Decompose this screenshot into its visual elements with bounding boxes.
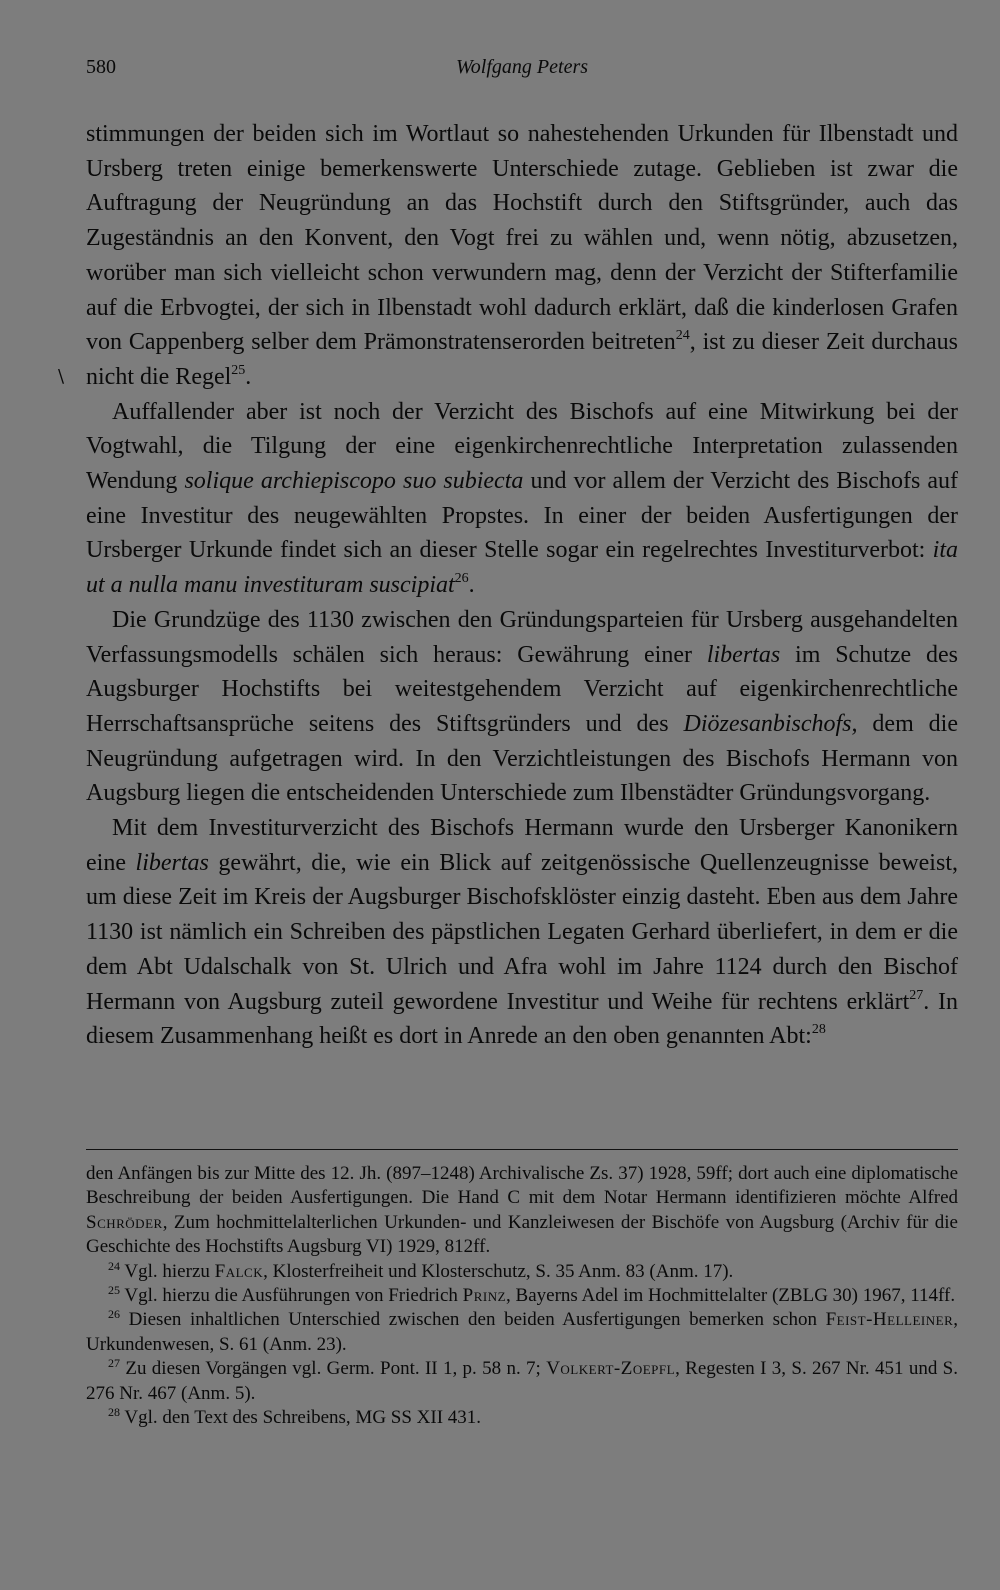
footnote-ref-26[interactable]: 26 bbox=[454, 571, 469, 587]
main-text bbox=[86, 117, 958, 1054]
paragraph-1: stimmungen der beiden sich im Wortlaut so nahestehenden Urkunden für Ilbenstadt und Ursberg treten einige bemerkenswerte Unterschiede zutage. Geblieben ist zwar die Auftragung der Neugründung an das Hochstift durch den Stiftsgründer, auch das Zugeständnis an den Konvent, den Vogt frei zu wählen und, wenn nötig, abzusetzen, worüber man sich vielleicht schon verwundern mag, denn der Verzicht der Stifterfamilie auf die Erbvogtei, der sich in Ilbenstadt wohl dadurch erklärt, daß die kinderlosen Grafen von Cappenberg selber dem Prämonstratenserorden beitreten$^{24}$, ist zu dieser Zeit durchaus nicht die Regel$^{25}$. bbox=[86, 121, 958, 390]
footnote-ref-24[interactable]: 24 bbox=[675, 328, 690, 344]
running-head: Wolfgang Peters bbox=[455, 56, 589, 78]
footnote-ref-28[interactable]: 28 bbox=[811, 1022, 826, 1038]
footnote-28: $^{28}$ Vgl. den Text des Schreibens, MG SS XII 431. bbox=[108, 1405, 482, 1429]
paragraph-2: Auffallender aber ist noch der Verzicht des Bischofs auf eine Mitwirkung bei der Vogtwahl, die Tilgung der eine eigenkirchenrechtliche Interpretation zulassenden Wendung solique archiepiscopo suo subiecta und vor allem der Verzicht des Bischofs auf eine Investitur des neugewählten Propstes. In einer der beiden Ausfertigungen der Ursberger Urkunde findet sich an dieser Stelle sogar ein regelrechtes Investiturverbot: ita ut a nulla manu investituram suscipiat$^{26}$. bbox=[86, 398, 958, 599]
page-number: 580 bbox=[86, 56, 116, 78]
footnote-rule bbox=[86, 1149, 958, 1150]
footnotes bbox=[86, 1162, 958, 1430]
footnote-27: $^{27}$ Zu diesen Vorgängen vgl. Germ. Pont. II 1, p. 58 n. 7; Volkert-Zoepfl, Regesten I 3, S. 267 Nr. 451 und S. 276 Nr. 467 (Anm. 5). bbox=[86, 1356, 958, 1404]
emphasis: Diözesanbischofs, bbox=[683, 710, 858, 737]
footnote-ref-25[interactable]: 25 bbox=[231, 362, 246, 378]
margin-mark: \ bbox=[58, 366, 65, 387]
paragraph-4: Mit dem Investiturverzicht des Bischofs Hermann wurde den Ursberger Kanonikern eine libertas gewährt, die, wie ein Blick auf zeitgenössische Quellenzeugnisse beweist, um diese Zeit im Kreis der Augsburger Bischofsklöster einzig dasteht. Eben aus dem Jahre 1130 ist nämlich ein Schreiben des päpstlichen Legaten Gerhard überliefert, in dem er die dem Abt Udalschalk von St. Ulrich und Afra wohl im Jahre 1124 durch den Bischof Hermann von Augsburg zuteil gewordene Investitur und Weihe für rechtens erklärt$^{27}$. In diesem Zusammenhang heißt es dort in Anrede an den oben genannten Abt:$^{28}$ bbox=[86, 815, 959, 1050]
footnote-continuation: den Anfängen bis zur Mitte des 12. Jh. (897–1248) Archivalische Zs. 37) 1928, 59ff; dort auch eine diplomatische Beschreibung der beiden Ausfertigungen. Die Hand C mit dem Notar Hermann identifizieren möchte Alfred Schröder, Zum hochmittelalterlichen Urkunden- und Kanzleiwesen der Bischöfe von Augsburg (Archiv für die Geschichte des Hochstifts Augsburg VI) 1929, 812ff. bbox=[86, 1163, 958, 1258]
emphasis: libertas bbox=[706, 641, 781, 668]
footnote-ref-27[interactable]: 27 bbox=[909, 987, 924, 1003]
emphasis: libertas bbox=[135, 849, 209, 876]
latin-quote: solique archiepiscopo suo subiecta bbox=[184, 468, 524, 495]
footnote-25: $^{25}$ Vgl. hierzu die Ausführungen von Friedrich Prinz, Bayerns Adel im Hochmittelalter (ZBLG 30) 1967, 114ff. bbox=[108, 1283, 956, 1307]
latin-quote: ita ut a nulla manu investituram suscipiat bbox=[86, 537, 958, 599]
footnote-24: $^{24}$ Vgl. hierzu Falck, Klosterfreiheit und Klosterschutz, S. 35 Anm. 83 (Anm. 17). bbox=[108, 1258, 734, 1282]
page-header bbox=[86, 56, 958, 90]
footnote-26: $^{26}$ Diesen inhaltlichen Unterschied zwischen den beiden Ausfertigungen bemerken schon Feist-Helleiner, Urkundenwesen, S. 61 (Anm. 23). bbox=[86, 1307, 958, 1355]
paragraph-3: Die Grundzüge des 1130 zwischen den Gründungsparteien für Ursberg ausgehandelten Verfassungsmodells schälen sich heraus: Gewährung einer libertas im Schutze des Augsburger Hochstifts bei weitestgehendem Verzicht auf eigenkirchenrechtliche Herrschaftsansprüche seitens des Stiftsgründers und des Diözesanbischofs, dem die Neugründung aufgetragen wird. In den Verzichtleistungen des Bischofs Hermann von Augsburg liegen die entscheidenden Unterschiede zum Ilbenstädter Gründungsvorgang. bbox=[86, 606, 958, 807]
